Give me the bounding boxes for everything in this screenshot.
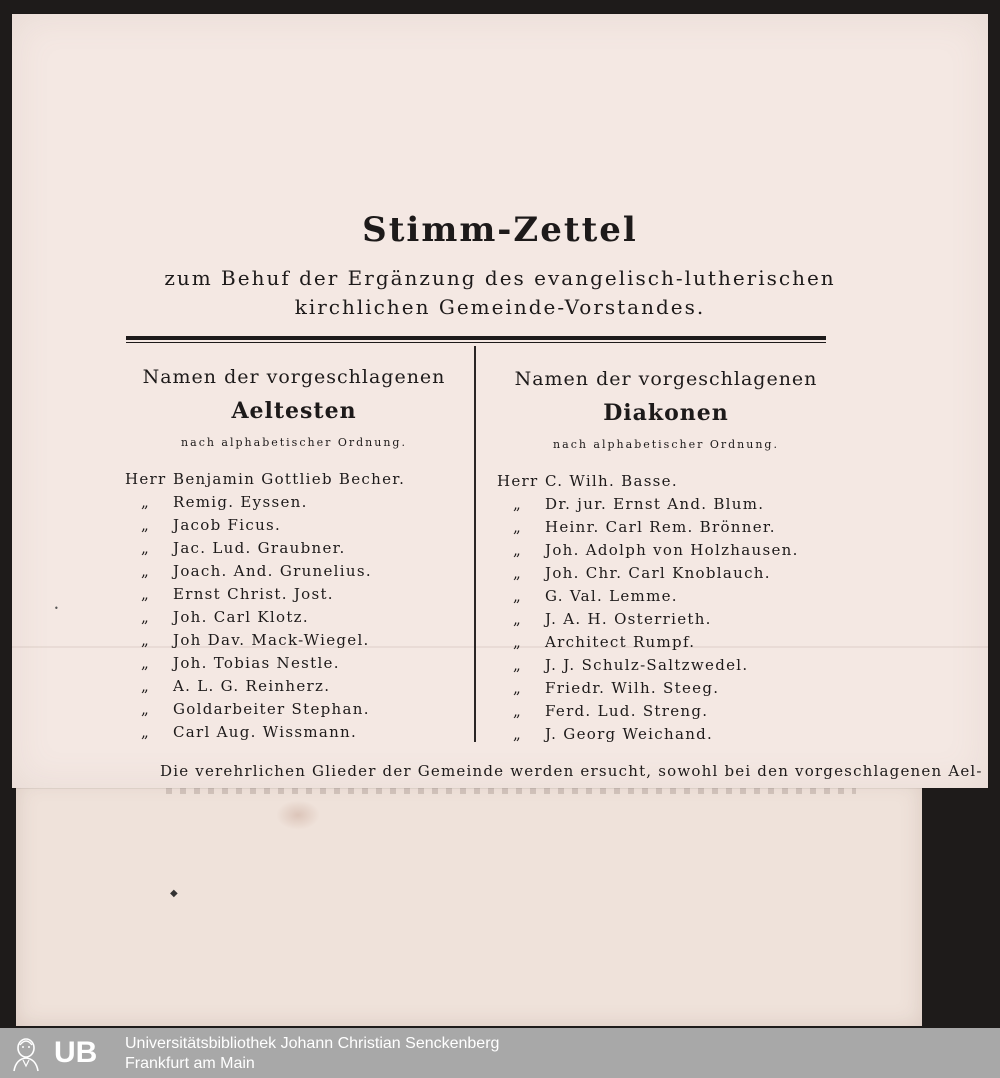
entry-title: Herr <box>497 472 539 490</box>
entry-name: Jacob Ficus. <box>173 516 282 534</box>
ditto-mark: „ <box>141 654 151 672</box>
portrait-icon <box>4 1033 48 1073</box>
document-title: Stimm-Zettel <box>362 210 638 250</box>
library-logo[interactable] <box>4 1033 116 1073</box>
instruction-text: Die verehrlichen Glieder der Gemeinde werden ersucht, sowohl bei den vorgeschlagenen Ael- <box>160 762 983 780</box>
entry-name: Joh. Adolph von Holzhausen. <box>545 541 799 559</box>
deacons-column-note: nach alphabetischer Ordnung. <box>553 438 779 451</box>
paper-stain <box>276 800 320 830</box>
entry-name: C. Wilh. Basse. <box>545 472 678 490</box>
elders-column-heading: Namen der vorgeschlagenen <box>142 366 446 388</box>
ditto-mark: „ <box>141 723 151 741</box>
header-rule-thin <box>126 342 826 343</box>
ditto-mark: „ <box>141 608 151 626</box>
entry-name: Benjamin Gottlieb Becher. <box>173 470 406 488</box>
entry-name: Joh Dav. Mack-Wiegel. <box>173 631 370 649</box>
entry-name: Ferd. Lud. Streng. <box>545 702 709 720</box>
header-rule <box>126 336 826 340</box>
column-divider <box>474 346 476 742</box>
ballot-sheet <box>12 14 988 788</box>
ditto-mark: „ <box>513 656 523 674</box>
ink-speck: ◆ <box>170 888 178 899</box>
ditto-mark: „ <box>141 493 151 511</box>
document-subtitle-line1: zum Behuf der Ergänzung des evangelisch-lutherischen <box>164 266 836 290</box>
ditto-mark: „ <box>513 541 523 559</box>
ditto-mark: „ <box>141 585 151 603</box>
library-footer <box>0 1028 1000 1078</box>
entry-name: A. L. G. Reinherz. <box>173 677 331 695</box>
elders-column-role: Aeltesten <box>231 398 357 424</box>
entry-name: Jac. Lud. Graubner. <box>173 539 346 557</box>
ditto-mark: „ <box>513 679 523 697</box>
institution-name <box>125 1034 499 1074</box>
institution-name-line2: Frankfurt am Main <box>125 1055 255 1072</box>
paper-speck: • <box>54 604 59 613</box>
entry-name: Heinr. Carl Rem. Brönner. <box>545 518 776 536</box>
entry-name: Friedr. Wilh. Steeg. <box>545 679 720 697</box>
institution-name-line1: Universitätsbibliothek Johann Christian Senckenberg <box>125 1035 500 1052</box>
entry-name: Goldarbeiter Stephan. <box>173 700 370 718</box>
ditto-mark: „ <box>141 700 151 718</box>
entry-name: G. Val. Lemme. <box>545 587 678 605</box>
entry-name: Joh. Chr. Carl Knoblauch. <box>545 564 771 582</box>
ditto-mark: „ <box>513 564 523 582</box>
entry-name: Joh. Carl Klotz. <box>173 608 309 626</box>
ditto-mark: „ <box>513 702 523 720</box>
deacons-column-role: Diakonen <box>603 400 729 426</box>
underlying-sheet <box>16 780 922 1026</box>
ditto-mark: „ <box>513 518 523 536</box>
document-subtitle-line2: kirchlichen Gemeinde-Vorstandes. <box>294 295 706 319</box>
entry-name: Remig. Eyssen. <box>173 493 308 511</box>
ditto-mark: „ <box>141 539 151 557</box>
ditto-mark: „ <box>141 677 151 695</box>
ditto-mark: „ <box>141 562 151 580</box>
entry-title: Herr <box>125 470 167 488</box>
entry-name: Dr. jur. Ernst And. Blum. <box>545 495 765 513</box>
entry-name: Architect Rumpf. <box>545 633 696 651</box>
entry-name: J. A. H. Osterrieth. <box>545 610 712 628</box>
ditto-mark: „ <box>513 587 523 605</box>
entry-name: Ernst Christ. Jost. <box>173 585 334 603</box>
ditto-mark: „ <box>141 631 151 649</box>
logo-text: UB <box>54 1036 98 1069</box>
ditto-mark: „ <box>141 516 151 534</box>
ditto-mark: „ <box>513 633 523 651</box>
ditto-mark: „ <box>513 610 523 628</box>
entry-name: J. Georg Weichand. <box>545 725 714 743</box>
entry-name: J. J. Schulz-Saltzwedel. <box>545 656 749 674</box>
ditto-mark: „ <box>513 495 523 513</box>
deacons-column-heading: Namen der vorgeschlagenen <box>514 368 818 390</box>
entry-name: Carl Aug. Wissmann. <box>173 723 358 741</box>
entry-name: Joach. And. Grunelius. <box>173 562 372 580</box>
entry-name: Joh. Tobias Nestle. <box>173 654 340 672</box>
ditto-mark: „ <box>513 725 523 743</box>
elders-column-note: nach alphabetischer Ordnung. <box>181 436 407 449</box>
